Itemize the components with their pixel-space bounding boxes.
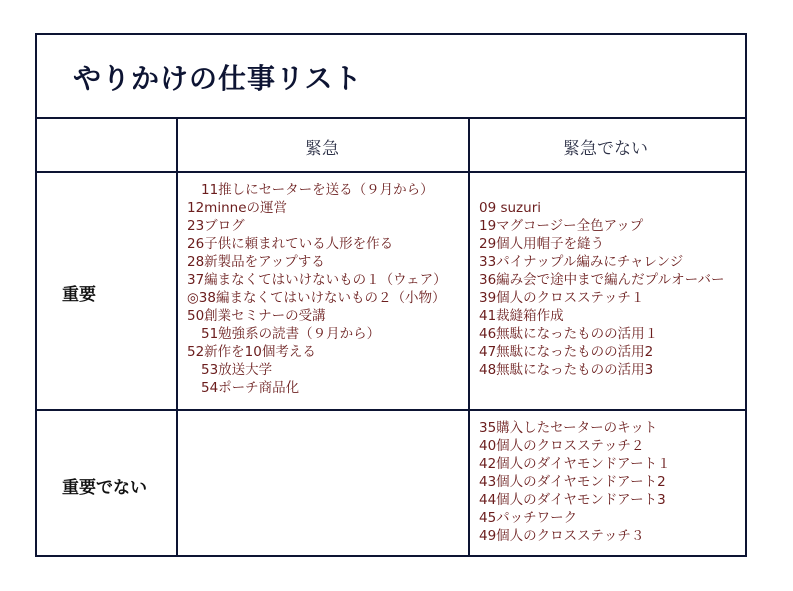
list-item: 43個人のダイヤモンドアート2 bbox=[479, 474, 666, 490]
header-row-divider bbox=[37, 171, 745, 173]
list-item: ◎38編まなくてはいけないもの２（小物） bbox=[187, 290, 446, 306]
list-item: 23ブログ bbox=[187, 218, 245, 234]
list-item: 26子供に頼まれている人形を作る bbox=[187, 236, 394, 252]
list-item: 33パイナップル編みにチャレンジ bbox=[479, 254, 684, 270]
list-item: 36編み会で途中まで編んだプルオーバー bbox=[479, 272, 725, 288]
list-item: 53放送大学 bbox=[201, 362, 273, 378]
list-item: 41裁縫箱作成 bbox=[479, 308, 564, 324]
list-item: 50創業セミナーの受講 bbox=[187, 308, 326, 324]
list-item: 35購入したセーターのキット bbox=[479, 420, 658, 436]
list-item: 49個人のクロスステッチ３ bbox=[479, 528, 645, 544]
list-item: 42個人のダイヤモンドアート１ bbox=[479, 456, 671, 472]
list-item: 44個人のダイヤモンドアート3 bbox=[479, 492, 666, 508]
cell-not-important-urgent bbox=[178, 411, 468, 557]
list-important-not-urgent bbox=[479, 199, 724, 379]
column-divider-right bbox=[468, 119, 470, 557]
list-not-important-not-urgent bbox=[479, 419, 671, 545]
list-item: 54ポーチ商品化 bbox=[201, 380, 300, 396]
list-item: 37編まなくてはいけないもの１（ウェア） bbox=[187, 272, 447, 288]
list-item: 29個人用帽子を縫う bbox=[479, 236, 605, 252]
list-item: 52新作を10個考える bbox=[187, 344, 316, 360]
list-item: 40個人のクロスステッチ２ bbox=[479, 438, 645, 454]
list-item: 39個人のクロスステッチ１ bbox=[479, 290, 645, 306]
list-item: 11推しにセーターを送る（９月から） bbox=[201, 182, 434, 198]
title-row bbox=[37, 35, 745, 119]
header-not-urgent: 緊急でない bbox=[563, 139, 648, 159]
list-item: 09 suzuri bbox=[479, 200, 542, 216]
list-item: 48無駄になったものの活用3 bbox=[479, 362, 654, 378]
header-urgent: 緊急 bbox=[305, 139, 339, 159]
list-item: 19マグコージー全色アップ bbox=[479, 218, 644, 234]
list-item: 12minneの運営 bbox=[187, 200, 287, 216]
row-label-important: 重要 bbox=[62, 285, 96, 305]
list-item: 46無駄になったものの活用１ bbox=[479, 326, 659, 342]
list-important-urgent bbox=[187, 181, 447, 397]
list-item: 28新製品をアップする bbox=[187, 254, 325, 270]
list-item: 51勉強系の読書（９月から） bbox=[201, 326, 381, 342]
page-title: やりかけの仕事リスト bbox=[73, 62, 363, 95]
list-item: 45パッチワーク bbox=[479, 510, 578, 526]
list-item: 47無駄になったものの活用2 bbox=[479, 344, 654, 360]
row-label-not-important: 重要でない bbox=[62, 478, 147, 498]
task-matrix bbox=[35, 33, 747, 557]
